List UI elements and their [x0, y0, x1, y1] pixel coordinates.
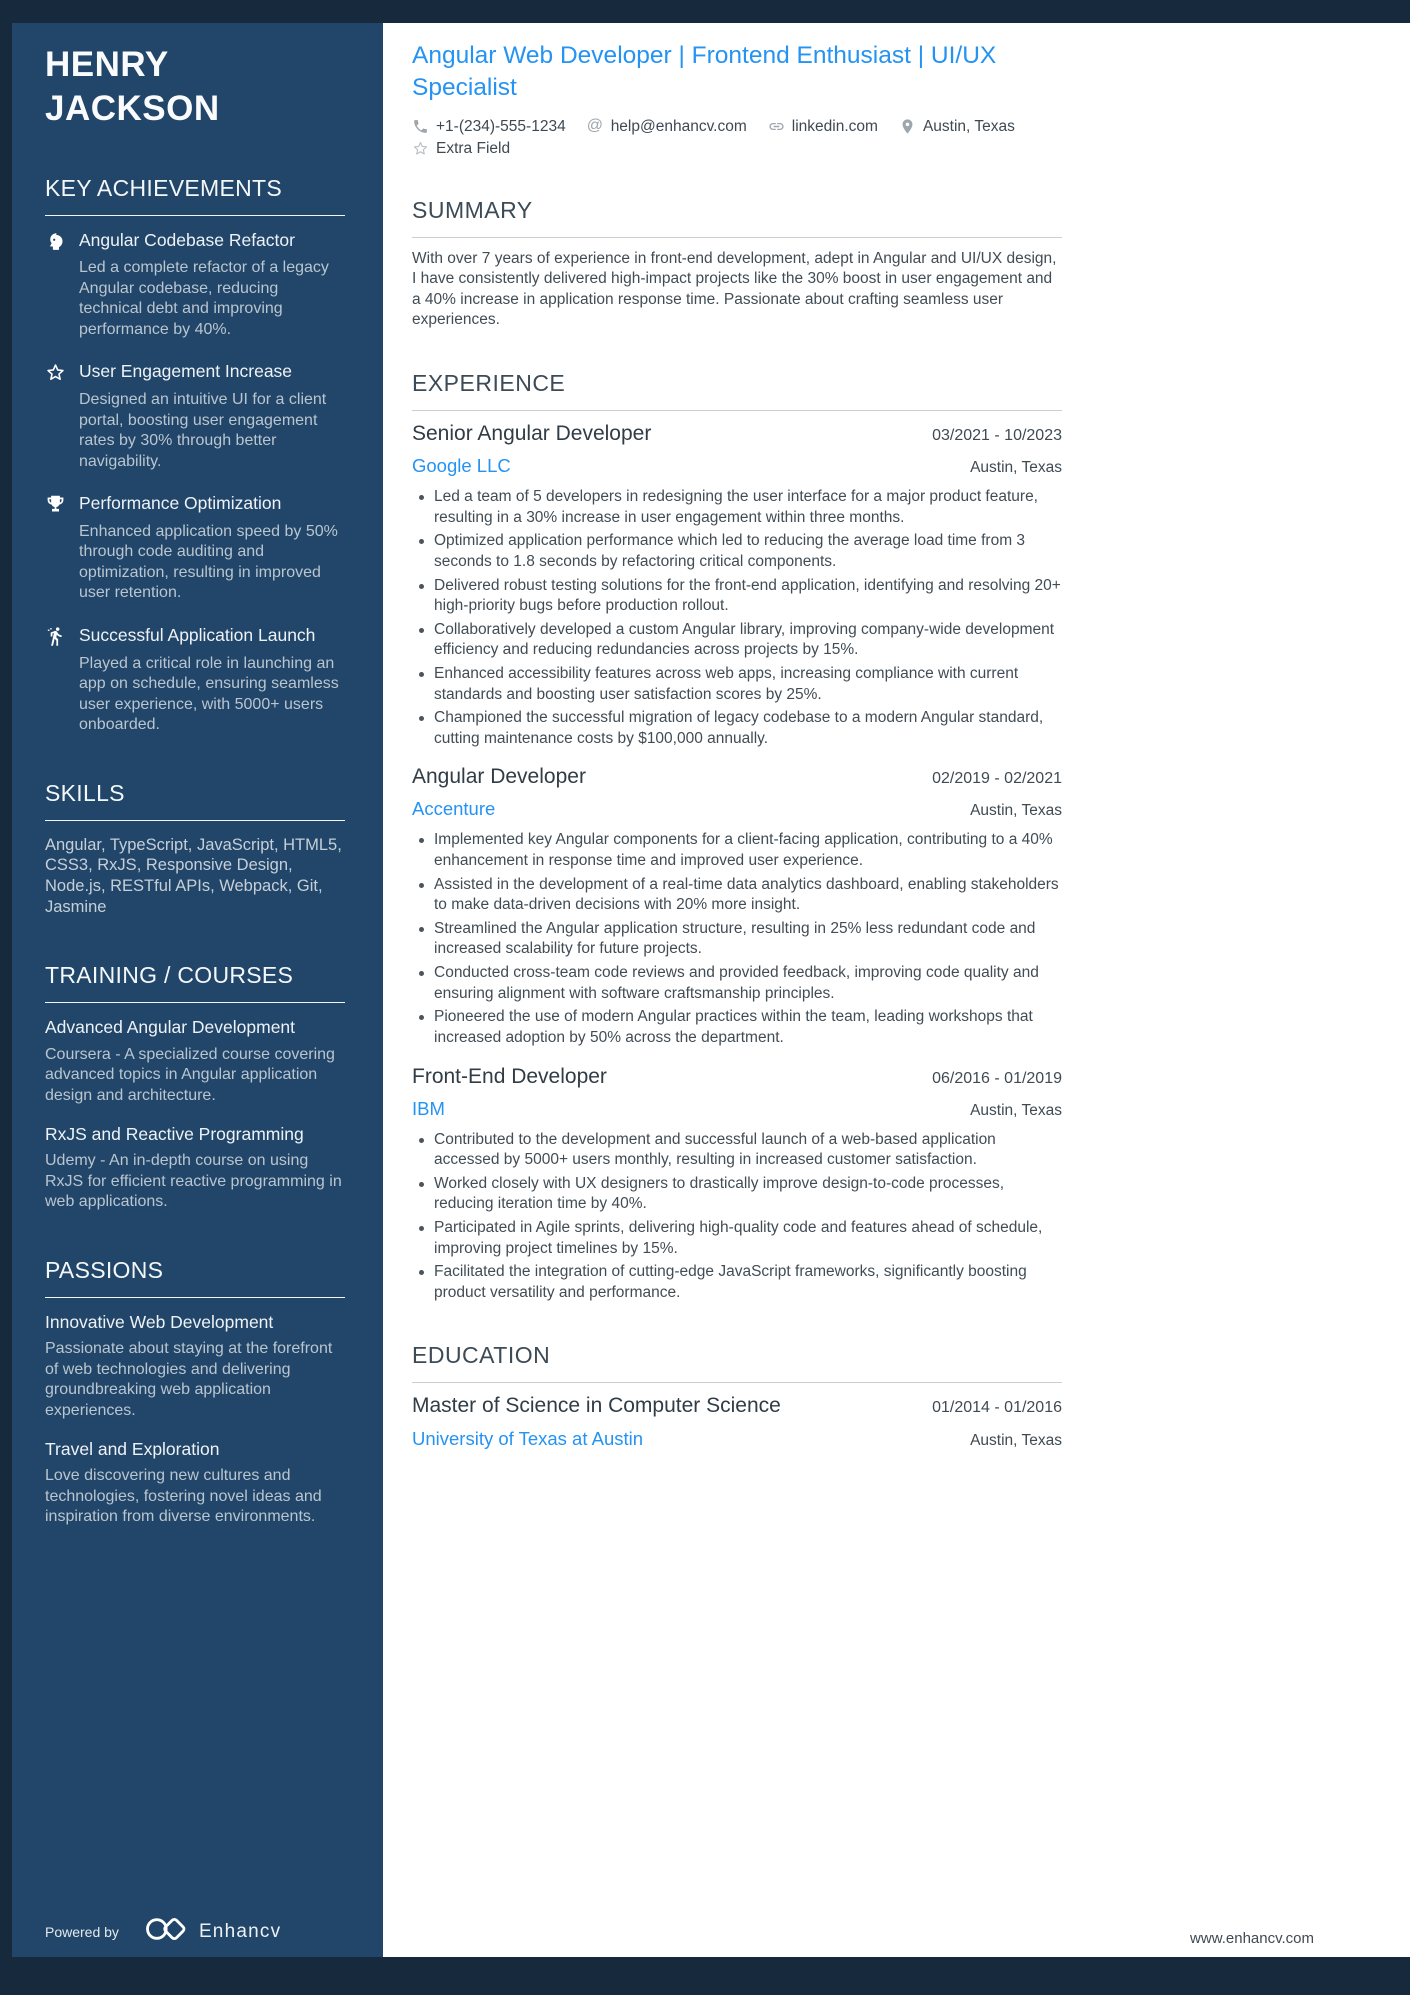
sidebar	[12, 23, 383, 1957]
achievement-desc: Designed an intuitive UI for a client portal, boosting user engagement rates by 30% through better navigability.	[79, 391, 327, 470]
job-dates: 06/2016 - 01/2019	[932, 1069, 1062, 1087]
phone-icon	[412, 118, 429, 135]
experience-entry	[412, 765, 1062, 1048]
enhancv-logo-icon	[143, 1914, 189, 1949]
powered-by-label: Powered by	[45, 1923, 119, 1940]
job-location: Austin, Texas	[970, 459, 1062, 477]
star-icon	[45, 362, 66, 383]
enhancv-brand[interactable]	[143, 1914, 281, 1949]
email-address: help@enhancv.com	[610, 117, 747, 135]
summary-text: With over 7 years of experience in front-end development, adept in Angular and UI/UX design, I have consistently delivered high-impact projects like the 30% boost in user engagement and a 40% increase in application response time. Passionate about crafting seamless user experiences.	[412, 249, 1057, 329]
bullet: Delivered robust testing solutions for the front-end application, identifying and resolving 20+ high-priority bugs before production rollout.	[412, 576, 1062, 617]
contact-phone[interactable]	[412, 118, 566, 136]
star-icon	[412, 140, 429, 157]
training-heading: TRAINING / COURSES	[45, 962, 345, 1003]
job-bullets	[412, 487, 1062, 749]
passion-title: Travel and Exploration	[45, 1439, 220, 1460]
bullet: Championed the successful migration of legacy codebase to a modern Angular standard, cutting maintenance costs by $100,000 annually.	[412, 708, 1062, 749]
skills-heading: SKILLS	[45, 780, 345, 821]
contact-linkedin[interactable]	[768, 118, 878, 136]
brand-name: Enhancv	[198, 1920, 282, 1942]
company-link[interactable]: Google LLC	[412, 455, 511, 477]
passions-heading: PASSIONS	[45, 1257, 345, 1298]
key-achievements-heading: KEY ACHIEVEMENTS	[45, 175, 345, 216]
education-dates: 01/2014 - 01/2016	[932, 1399, 1062, 1417]
section-summary	[412, 197, 1062, 331]
extra-field-text: Extra Field	[436, 139, 511, 157]
course-item	[45, 1017, 345, 1106]
experience-entry	[412, 1065, 1062, 1304]
summary-heading: SUMMARY	[412, 197, 1062, 238]
section-training	[45, 962, 345, 1213]
job-location: Austin, Texas	[970, 802, 1062, 820]
section-key-achievements	[45, 175, 345, 736]
headline: Angular Web Developer | Frontend Enthusiast | UI/UX Specialist	[412, 42, 997, 102]
company-link[interactable]: Accenture	[412, 798, 496, 820]
main-content	[383, 23, 1410, 1957]
bullet: Optimized application performance which led to reducing the average load time from 3 seconds to 1.8 seconds by refactoring critical components.	[412, 531, 1062, 572]
passion-item	[45, 1439, 345, 1528]
job-bullets	[412, 830, 1062, 1048]
location-pin-icon	[899, 118, 916, 135]
contact-location	[899, 118, 1015, 136]
achievement-item	[45, 230, 345, 341]
degree-title: Master of Science in Computer Science	[412, 1394, 781, 1418]
passion-item	[45, 1312, 345, 1421]
course-desc: Coursera - A specialized course covering advanced topics in Angular application design and architecture.	[45, 1045, 335, 1104]
achievement-item	[45, 625, 345, 736]
achievement-title: Successful Application Launch	[79, 624, 316, 645]
job-location: Austin, Texas	[970, 1101, 1062, 1119]
achievement-desc: Led a complete refactor of a legacy Angular codebase, reducing technical debt and improving performance by 40%.	[79, 259, 329, 338]
bullet: Pioneered the use of modern Angular practices within the team, leading workshops that increased adoption by 50% across the department.	[412, 1007, 1062, 1048]
education-location: Austin, Texas	[970, 1432, 1062, 1450]
bullet: Participated in Agile sprints, delivering high-quality code and features ahead of schedule, improving project timelines by 15%.	[412, 1218, 1062, 1259]
education-heading: EDUCATION	[412, 1342, 1062, 1383]
job-title: Front-End Developer	[412, 1064, 607, 1088]
school-link[interactable]: University of Texas at Austin	[412, 1428, 644, 1450]
location-text: Austin, Texas	[922, 117, 1015, 135]
person-name	[45, 43, 345, 131]
section-skills	[45, 780, 345, 919]
achievement-title: Performance Optimization	[79, 493, 282, 513]
course-title: RxJS and Reactive Programming	[45, 1124, 304, 1145]
section-passions	[45, 1257, 345, 1528]
contact-extra-field	[412, 140, 510, 158]
bullet: Collaboratively developed a custom Angular library, improving company-wide development efficiency and reducing redundancies across projects by 15%.	[412, 620, 1062, 661]
company-link[interactable]: IBM	[412, 1097, 445, 1119]
section-experience	[412, 370, 1062, 1303]
runner-icon	[45, 626, 66, 647]
mind-icon	[45, 231, 66, 252]
achievement-desc: Enhanced application speed by 50% through code auditing and optimization, resulting in improved user retention.	[79, 522, 338, 602]
passion-desc: Love discovering new cultures and technologies, fostering novel ideas and inspiration from diverse environments.	[45, 1467, 322, 1526]
bullet: Implemented key Angular components for a client-facing application, contributing to a 40% enhancement in response time and improved user experience.	[412, 830, 1062, 871]
achievement-desc: Played a critical role in launching an app on schedule, ensuring seamless user experience, with 5000+ users onboarded.	[79, 654, 339, 734]
bullet: Led a team of 5 developers in redesigning the user interface for a major product feature, resulting in a 30% increase in user engagement within three months.	[412, 487, 1062, 528]
at-icon: @	[586, 117, 603, 135]
bullet: Assisted in the development of a real-time data analytics dashboard, enabling stakeholders to make data-driven decisions with 20% more insight.	[412, 875, 1062, 916]
job-bullets	[412, 1130, 1062, 1304]
linkedin-handle: linkedin.com	[791, 117, 878, 135]
experience-heading: EXPERIENCE	[412, 370, 1062, 411]
bullet: Conducted cross-team code reviews and provided feedback, improving code quality and ensuring alignment with software craftsmanship principles.	[412, 963, 1062, 1004]
bullet: Worked closely with UX designers to drastically improve design-to-code processes, reducing iteration time by 40%.	[412, 1174, 1062, 1215]
bullet: Contributed to the development and successful launch of a web-based application accessed by 5000+ users monthly, resulting in increased customer satisfaction.	[412, 1130, 1062, 1171]
achievement-item	[45, 361, 345, 472]
contact-email[interactable]	[587, 118, 747, 136]
job-title: Senior Angular Developer	[412, 422, 652, 446]
section-education	[412, 1342, 1062, 1450]
page-frame-top	[0, 0, 1410, 23]
contact-info	[412, 118, 1062, 158]
page-frame-left	[0, 0, 12, 1995]
link-icon	[768, 118, 785, 135]
person-last-name: JACKSON	[45, 88, 220, 128]
passion-title: Innovative Web Development	[45, 1311, 274, 1332]
job-dates: 03/2021 - 10/2023	[932, 427, 1062, 445]
course-item	[45, 1124, 345, 1213]
achievement-item	[45, 493, 345, 604]
sidebar-footer	[45, 1914, 353, 1949]
passion-desc: Passionate about staying at the forefront of web technologies and delivering groundbreaking web application experiences.	[45, 1340, 333, 1419]
trophy-icon	[45, 494, 66, 515]
person-first-name: HENRY	[45, 45, 169, 84]
page-frame-bottom	[0, 1957, 1410, 1995]
experience-entry	[412, 422, 1062, 749]
achievement-title: Angular Codebase Refactor	[79, 229, 295, 250]
course-title: Advanced Angular Development	[45, 1017, 296, 1038]
job-dates: 02/2019 - 02/2021	[932, 770, 1062, 788]
phone-number: +1-(234)-555-1234	[436, 117, 566, 135]
bullet: Facilitated the integration of cutting-edge JavaScript frameworks, significantly boosting product versatility and performance.	[412, 1262, 1062, 1303]
achievement-title: User Engagement Increase	[79, 361, 293, 382]
course-desc: Udemy - An in-depth course on using RxJS for efficient reactive programming in web applications.	[45, 1152, 342, 1211]
skills-list: Angular, TypeScript, JavaScript, HTML5, CSS3, RxJS, Responsive Design, Node.js, RESTful APIs, Webpack, Git, Jasmine	[45, 835, 342, 917]
job-title: Angular Developer	[412, 765, 586, 789]
bullet: Streamlined the Angular application structure, resulting in 25% less redundant code and increased scalability for future projects.	[412, 919, 1062, 960]
bullet: Enhanced accessibility features across web apps, increasing compliance with current standards and boosting user satisfaction scores by 25%.	[412, 664, 1062, 705]
enhancv-website-link[interactable]: www.enhancv.com	[1190, 1930, 1314, 1947]
